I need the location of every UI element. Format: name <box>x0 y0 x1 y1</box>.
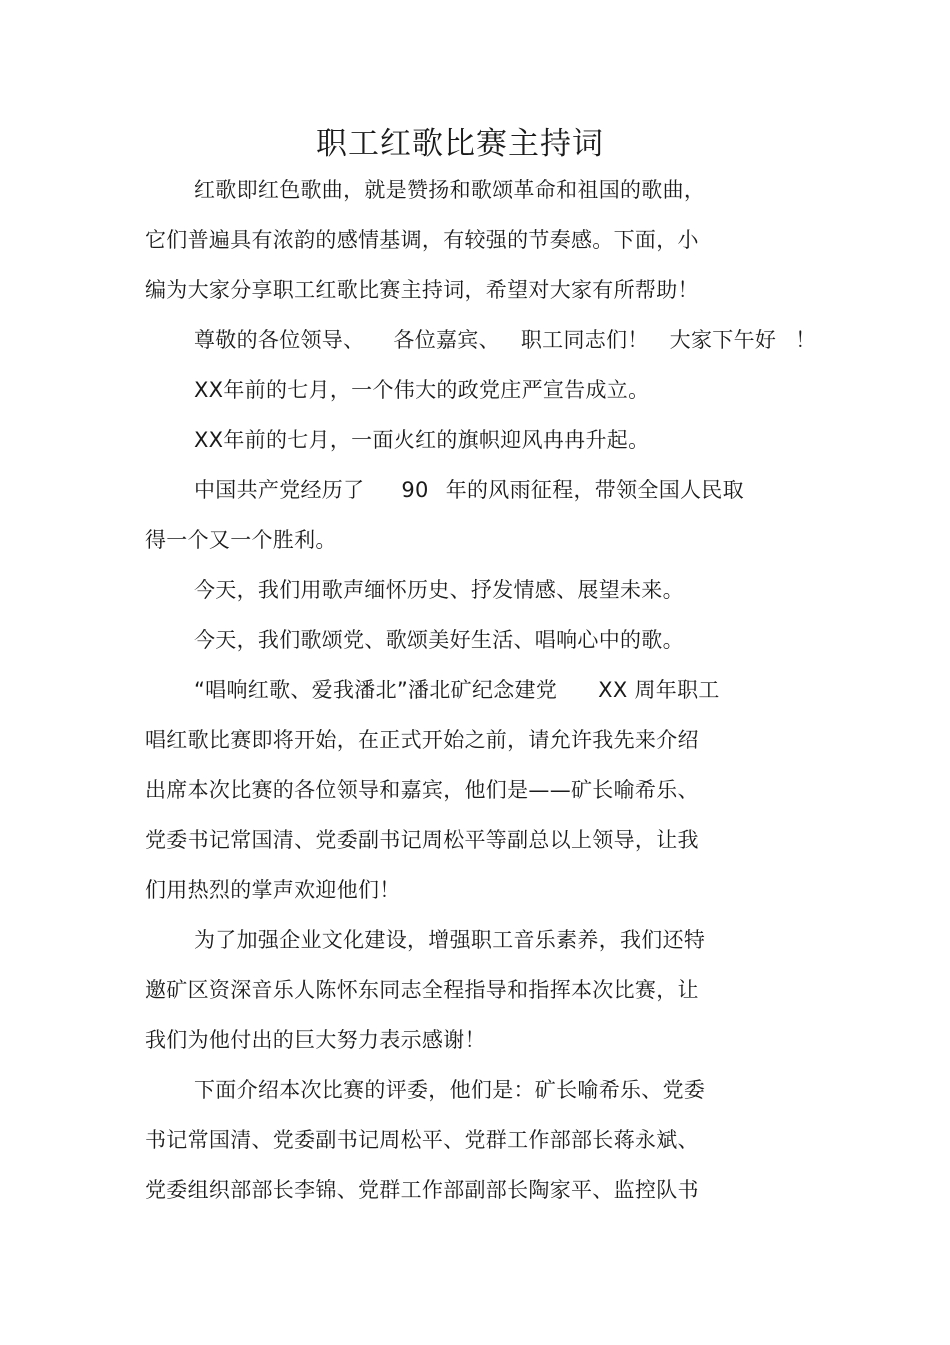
line-number: 90 <box>401 478 429 502</box>
greeting-afternoon: 大家下午好 <box>669 328 777 352</box>
greeting-exclaim: ！ <box>795 328 817 352</box>
paragraph-line: 编为大家分享职工红歌比赛主持词，希望对大家有所帮助！ <box>145 278 699 302</box>
paragraph-line: XX年前的七月，一个伟大的政党庄严宣告成立。 <box>194 378 650 402</box>
paragraph-line: 我们为他付出的巨大努力表示感谢！ <box>145 1028 486 1052</box>
paragraph-line: 党委书记常国清、党委副书记周松平等副总以上领导，让我 <box>145 828 699 852</box>
paragraph-line: 唱红歌比赛即将开始，在正式开始之前，请允许我先来介绍 <box>145 728 699 752</box>
greeting-line <box>194 325 816 355</box>
paragraph-line: 下面介绍本次比赛的评委，他们是：矿长喻希乐、党委 <box>194 1078 706 1102</box>
greeting-staff: 职工同志们！ <box>520 328 649 352</box>
paragraph-line: 邀矿区资深音乐人陈怀东同志全程指导和指挥本次比赛，让 <box>145 978 699 1002</box>
paragraph-line <box>194 675 720 705</box>
line-segment: “唱响红歌、爱我潘北”潘北矿纪念建党 <box>194 678 558 702</box>
paragraph-line: 出席本次比赛的各位领导和嘉宾，他们是——矿长喻希乐、 <box>145 778 699 802</box>
line-segment: 年的风雨征程，带领全国人民取 <box>445 478 744 502</box>
paragraph-line: 红歌即红色歌曲，就是赞扬和歌颂革命和祖国的歌曲， <box>194 178 706 202</box>
paragraph-line: 党委组织部部长李锦、党群工作部副部长陶家平、监控队书 <box>145 1178 699 1202</box>
greeting-leaders: 尊敬的各位领导、 <box>194 328 365 352</box>
paragraph-line: 为了加强企业文化建设，增强职工音乐素养，我们还特 <box>194 928 706 952</box>
document-title: 职工红歌比赛主持词 <box>316 126 604 162</box>
paragraph-line: XX年前的七月，一面火红的旗帜迎风冉冉升起。 <box>194 428 650 452</box>
line-segment: 中国共产党经历了 <box>194 478 365 502</box>
paragraph-line <box>194 475 744 505</box>
paragraph-line: 今天，我们用歌声缅怀历史、抒发情感、展望未来。 <box>194 578 684 602</box>
paragraph-line: 得一个又一个胜利。 <box>145 528 337 552</box>
line-segment: XX 周年职工 <box>598 678 720 702</box>
paragraph-line: 书记常国清、党委副书记周松平、党群工作部部长蒋永斌、 <box>145 1128 699 1152</box>
paragraph-line: 今天，我们歌颂党、歌颂美好生活、唱响心中的歌。 <box>194 628 684 652</box>
paragraph-line: 它们普遍具有浓韵的感情基调，有较强的节奏感。下面，小 <box>145 228 699 252</box>
greeting-guests: 各位嘉宾、 <box>393 328 500 352</box>
paragraph-line: 们用热烈的掌声欢迎他们！ <box>145 878 401 902</box>
